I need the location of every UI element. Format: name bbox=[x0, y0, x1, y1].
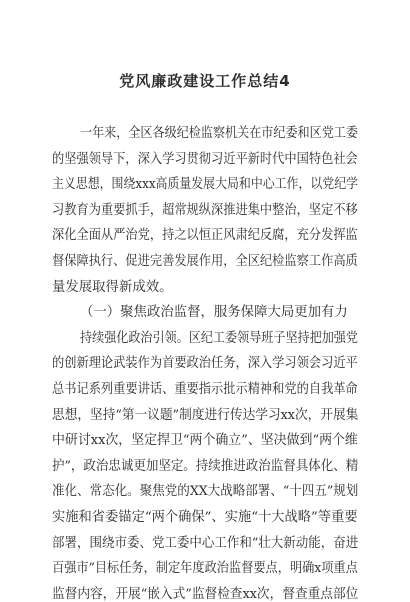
section-heading: （一）聚焦政治监督，服务保障大局更加有力 bbox=[80, 305, 348, 321]
paragraph-line: 部署，围绕市委、党工委中心工作和“壮大新动能，奋进 bbox=[52, 535, 359, 551]
document-title: 党风廉政建设工作总结4 bbox=[119, 72, 291, 90]
paragraph-line: 百强市”目标任务，制定年度政治监督要点，明确x项重点 bbox=[52, 561, 358, 577]
paragraph-line: 准化、常态化。聚焦党的XX大战略部署、“十四五”规划 bbox=[52, 484, 359, 500]
paragraph-line: 的创新理论武装作为首要政治任务，深入学习领会习近平 bbox=[52, 356, 358, 372]
paragraph-line: 的坚强领导下，深入学习贯彻习近平新时代中国特色社会 bbox=[52, 151, 358, 167]
paragraph-line: 量发展取得新成效。 bbox=[52, 279, 173, 295]
paragraph-line: 持续强化政治引领。区纪工委领导班子坚持把加强党 bbox=[80, 330, 358, 346]
paragraph-line: 护”，政治忠诚更加坚定。持续推进政治监督具体化、精 bbox=[52, 458, 359, 474]
paragraph-line: 习教育为重要抓手，超常规纵深推进集中整治，坚定不移 bbox=[52, 202, 358, 218]
paragraph-line: 监督内容，开展“嵌入式”监督检查xx次，督查重点部位 bbox=[52, 586, 359, 602]
paragraph-line: 实施和省委锚定“两个确保”、实施“十大战略”等重要 bbox=[52, 510, 358, 525]
paragraph-line: 深化全面从严治党，持之以恒正风肃纪反腐，充分发挥监 bbox=[52, 228, 358, 244]
paragraph-line: 一年来，全区各级纪检监察机关在市纪委和区党工委 bbox=[80, 126, 358, 141]
paragraph-line: 思想，坚持“第一议题”制度进行传达学习xx次，开展集 bbox=[52, 407, 359, 423]
paragraph-line: 主义思想，围绕xxx高质量发展大局和中心工作，以党纪学 bbox=[52, 177, 359, 193]
paragraph-line: 督保障执行、促进完善发展作用，全区纪检监察工作高质 bbox=[52, 254, 358, 269]
paragraph-line: 中研讨xx次，坚定捍卫“两个确立”、坚决做到“两个维 bbox=[52, 433, 358, 449]
paragraph-line: 总书记系列重要讲话、重要指示批示精神和党的自我革命 bbox=[52, 382, 358, 397]
